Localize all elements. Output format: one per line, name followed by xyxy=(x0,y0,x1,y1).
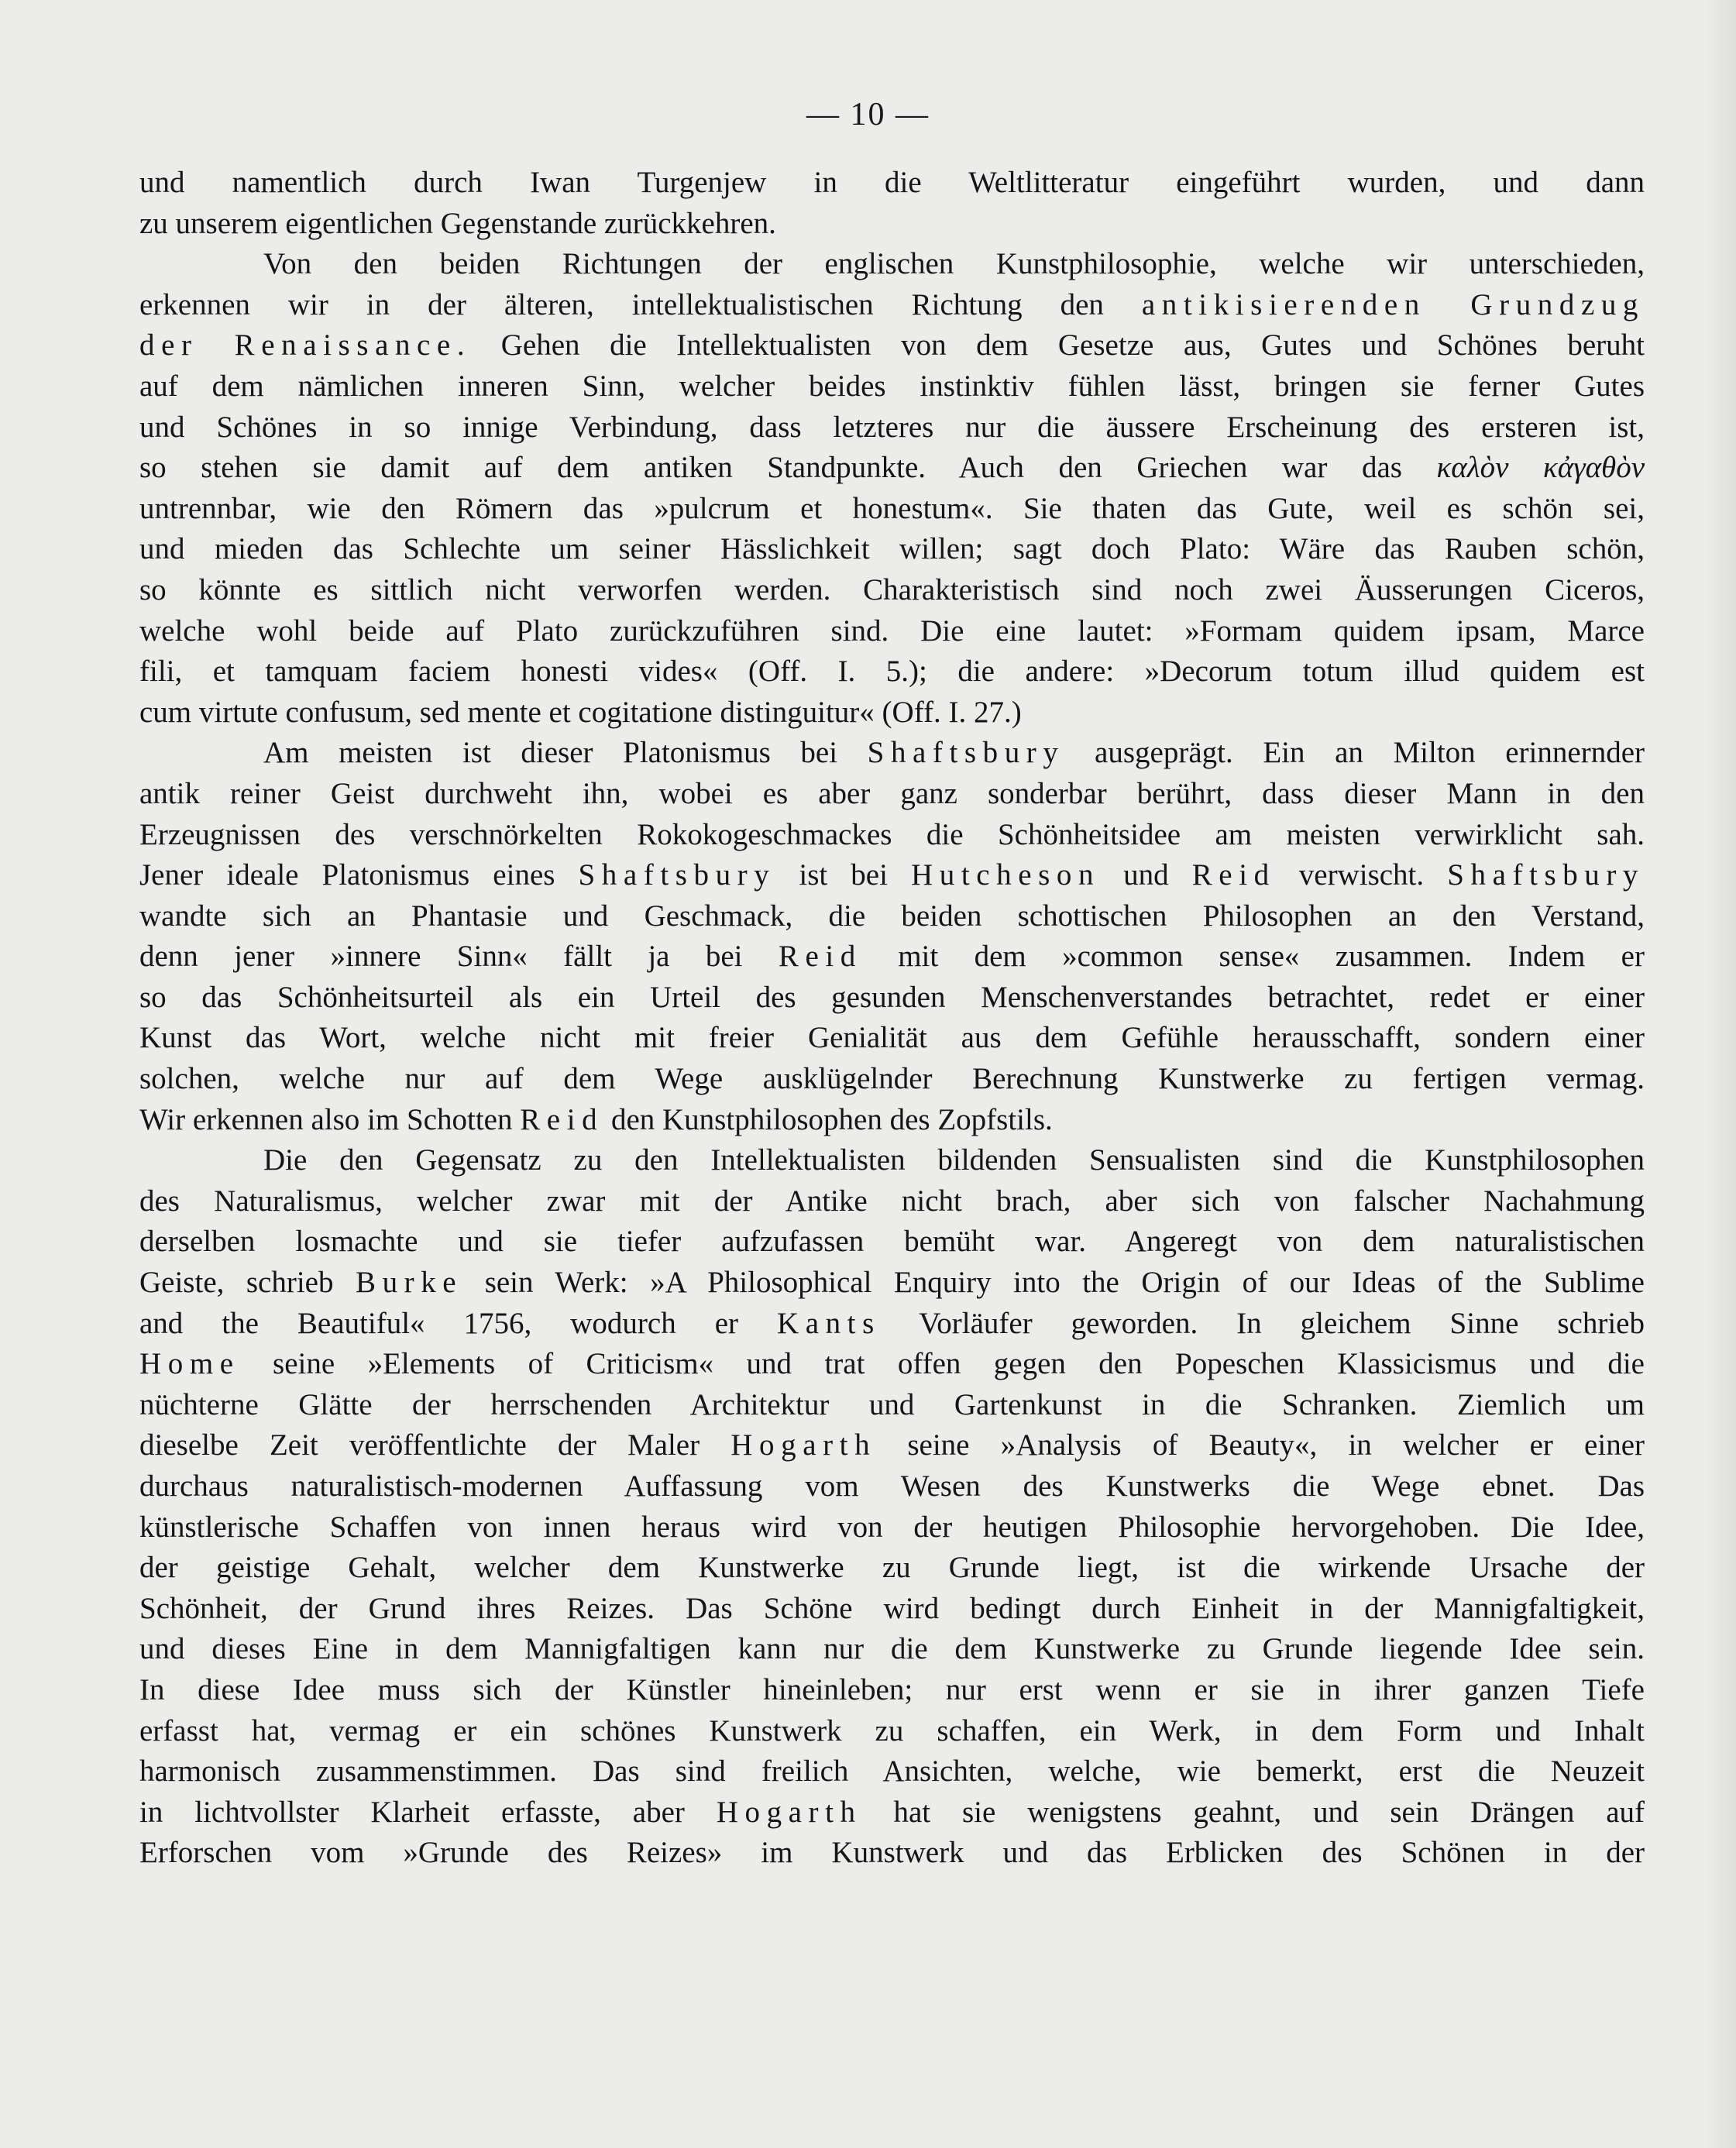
text-segment: In diese Idee muss sich der Künstler hineinleben; nur erst wenn er sie in ihrer ganzen Tiefe xyxy=(139,1672,1645,1706)
text-line xyxy=(139,163,1645,204)
text-line xyxy=(139,204,1645,245)
text-line xyxy=(139,1711,1645,1752)
text-segment: auf dem nämlichen inneren Sinn, welcher beides instinktiv fühlen lässt, bringen sie ferner Gutes xyxy=(139,369,1645,403)
text-segment: nüchterne Glätte der herrschenden Architektur und Gartenkunst in die Schranken. Ziemlich um xyxy=(139,1387,1645,1421)
text-segment: welche wohl beide auf Plato zurückzuführen sind. Die eine lautet: »Formam quidem ipsam, Marce xyxy=(139,613,1645,648)
emphasized-name: Reid xyxy=(778,940,862,974)
text-segment: and the Beautiful« 1756, wodurch er xyxy=(139,1306,777,1340)
text-segment: seine »Analysis of Beauty«, in welcher er einer xyxy=(876,1428,1645,1462)
text-line xyxy=(139,937,1645,978)
text-segment: solchen, welche nur auf dem Wege ausklügelnder Berechnung Kunstwerke zu fertigen vermag. xyxy=(139,1062,1645,1096)
emphasized-name: Hogarth xyxy=(716,1795,862,1829)
text-line xyxy=(139,1792,1645,1834)
text-segment: cum virtute confusum, sed mente et cogitatione distinguitur« (Off. I. 27.) xyxy=(139,695,1022,729)
text-line xyxy=(139,1466,1645,1507)
text-segment: und xyxy=(1100,858,1192,892)
text-segment: hat sie wenigstens geahnt, und sein Drängen auf xyxy=(861,1795,1645,1829)
emphasized-name: Hogarth xyxy=(730,1428,877,1462)
text-segment: den Kunstphilosophen des Zopfstils. xyxy=(603,1102,1053,1136)
text-segment: wandte sich an Phantasie und Geschmack, die beiden schottischen Philosophen an den Verstand, xyxy=(139,899,1645,933)
text-line xyxy=(139,1018,1645,1059)
text-segment: seine »Elements of Criticism« und trat offen gegen den Popeschen Klassicismus und die xyxy=(239,1347,1645,1381)
text-segment: Gehen die Intellektualisten von dem Gesetze aus, Gutes und Schönes beruht xyxy=(471,328,1645,363)
text-line xyxy=(139,407,1645,449)
text-line xyxy=(139,1548,1645,1589)
text-segment: und dieses Eine in dem Mannigfaltigen kann nur die dem Kunstwerke zu Grunde liegende Idee sein. xyxy=(139,1632,1645,1666)
text-line xyxy=(139,285,1645,326)
text-line xyxy=(139,1263,1645,1304)
emphasized-name: Reid xyxy=(520,1102,604,1136)
text-line xyxy=(139,693,1645,734)
emphasized-name: Shaftsbury xyxy=(867,736,1065,770)
text-segment: derselben losmachte und sie tiefer aufzufassen bemüht war. Angeregt von dem naturalistischen xyxy=(139,1225,1645,1259)
text-segment: des Naturalismus, welcher zwar mit der Antike nicht brach, aber sich von falscher Nachahmung xyxy=(139,1184,1645,1218)
text-segment: mit dem »common sense« zusammen. Indem er xyxy=(861,940,1645,974)
text-segment: denn jener »innere Sinn« fällt ja bei xyxy=(139,940,779,974)
text-line xyxy=(139,489,1645,530)
text-line xyxy=(139,1304,1645,1345)
text-segment: Kunst das Wort, welche nicht mit freier Genialität aus dem Gefühle herausschafft, sondern einer xyxy=(139,1021,1645,1055)
text-segment: erkennen wir in der älteren, intellektualistischen Richtung den xyxy=(139,287,1142,321)
text-segment: in lichtvollster Klarheit erfasste, aber xyxy=(139,1795,717,1829)
text-segment: untrennbar, wie den Römern das »pulcrum et honestum«. Sie thaten das Gute, weil es schön sei, xyxy=(139,491,1645,525)
text-segment: Die den Gegensatz zu den Intellektualisten bildenden Sensualisten sind die Kunstphilosophen xyxy=(263,1143,1645,1177)
text-segment: harmonisch zusammenstimmen. Das sind freilich Ansichten, welche, wie bemerkt, erst die Neuzeit xyxy=(139,1754,1645,1789)
emphasized-name: der Renaissance. xyxy=(139,328,472,363)
text-line xyxy=(139,1425,1645,1466)
text-segment: ausgeprägt. Ein an Milton erinnernder xyxy=(1064,736,1645,770)
text-line xyxy=(139,896,1645,937)
text-segment: Erzeugnissen des verschnörkelten Rokokogeschmackes die Schönheitsidee am meisten verwirklicht sah. xyxy=(139,817,1645,851)
text-line xyxy=(139,366,1645,407)
emphasized-name: Home xyxy=(139,1347,240,1381)
text-segment: Von den beiden Richtungen der englischen Kunstphilosophie, welche wir unterschieden, xyxy=(263,247,1645,281)
text-segment: und Schönes in so innige Verbindung, dass letzteres nur die äussere Erscheinung des ersteren ist, xyxy=(139,410,1645,444)
greek-phrase: καλὸν κἀγαθὸν xyxy=(1436,451,1645,485)
text-segment: und namentlich durch Iwan Turgenjew in die Weltlitteratur eingeführt wurden, und dann xyxy=(139,166,1645,199)
text-segment: Wir erkennen also im Schotten xyxy=(139,1102,521,1136)
text-segment: verwischt. xyxy=(1275,858,1448,892)
text-segment: so stehen sie damit auf dem antiken Standpunkte. Auch den Griechen war das xyxy=(139,451,1437,485)
text-segment: zu unserem eigentlichen Gegenstande zurückkehren. xyxy=(139,206,776,240)
text-line xyxy=(139,1222,1645,1263)
text-segment: der geistige Gehalt, welcher dem Kunstwerke zu Grunde liegt, ist die wirkende Ursache der xyxy=(139,1551,1645,1585)
text-line xyxy=(139,1059,1645,1100)
page-edge-shadow xyxy=(1705,0,1736,2148)
text-line xyxy=(139,1140,1645,1181)
emphasized-name: Hutcheson xyxy=(911,858,1101,892)
emphasized-name: Kants xyxy=(776,1306,881,1340)
text-line xyxy=(139,1385,1645,1426)
text-line xyxy=(139,1833,1645,1874)
text-line xyxy=(139,815,1645,856)
text-line xyxy=(139,1100,1645,1141)
text-segment: dieselbe Zeit veröffentlichte der Maler xyxy=(139,1428,731,1462)
text-line xyxy=(139,1181,1645,1222)
text-line xyxy=(139,1629,1645,1670)
emphasized-name: Shaftsbury xyxy=(578,858,776,892)
text-segment: durchaus naturalistisch-modernen Auffassung vom Wesen des Kunstwerks die Wege ebnet. Das xyxy=(139,1469,1645,1503)
text-line xyxy=(139,978,1645,1019)
text-line xyxy=(139,570,1645,611)
text-line xyxy=(139,244,1645,285)
text-segment: Geiste, schrieb xyxy=(139,1266,356,1300)
text-segment: erfasst hat, vermag er ein schönes Kunstwerk zu schaffen, ein Werk, in dem Form und Inhalt xyxy=(139,1713,1645,1748)
text-segment: sein Werk: »A Philosophical Enquiry into the Origin of our Ideas of the Sublime xyxy=(462,1266,1645,1300)
text-segment: antik reiner Geist durchweht ihn, wobei es aber ganz sonderbar berührt, dass dieser Mann in den xyxy=(139,776,1645,810)
text-line xyxy=(139,448,1645,489)
text-line xyxy=(139,774,1645,815)
text-line xyxy=(139,733,1645,774)
text-segment: Schönheit, der Grund ihres Reizes. Das Schöne wird bedingt durch Einheit in der Mannigfaltigkeit, xyxy=(139,1591,1645,1625)
emphasized-name: antikisierenden Grundzug xyxy=(1141,287,1645,321)
text-line xyxy=(139,611,1645,652)
text-segment: so könnte es sittlich nicht verworfen werden. Charakteristisch sind noch zwei Äusserungen Ciceros, xyxy=(139,572,1645,607)
text-segment: ist bei xyxy=(775,858,912,892)
text-line xyxy=(139,529,1645,570)
text-segment: Vorläufer geworden. In gleichem Sinne schrieb xyxy=(880,1306,1645,1340)
text-segment: Am meisten ist dieser Platonismus bei xyxy=(263,736,868,770)
emphasized-name: Burke xyxy=(355,1266,463,1300)
text-segment: fili, et tamquam faciem honesti vides« (Off. I. 5.); die andere: »Decorum totum illud quidem est xyxy=(139,655,1645,689)
text-line xyxy=(139,1751,1645,1792)
emphasized-name: Reid xyxy=(1191,858,1276,892)
text-line xyxy=(139,855,1645,896)
text-line xyxy=(139,325,1645,366)
page-number: — 10 — xyxy=(806,97,930,132)
text-segment: Erforschen vom »Grunde des Reizes» im Kunstwerk und das Erblicken des Schönen in der xyxy=(139,1836,1645,1870)
text-segment: Jener ideale Platonismus eines xyxy=(139,858,579,892)
text-segment: künstlerische Schaffen von innen heraus wird von der heutigen Philosophie hervorgehoben. Die Idee, xyxy=(139,1510,1645,1544)
text-segment: und mieden das Schlechte um seiner Hässlichkeit willen; sagt doch Plato: Wäre das Rauben schön, xyxy=(139,532,1645,566)
text-line xyxy=(139,1507,1645,1548)
text-line xyxy=(139,1344,1645,1385)
body-text xyxy=(139,163,1645,1874)
emphasized-name: Shaftsbury xyxy=(1447,858,1645,892)
text-line xyxy=(139,1670,1645,1711)
text-segment: so das Schönheitsurteil als ein Urteil des gesunden Menschenverstandes betrachtet, redet er einer xyxy=(139,980,1645,1014)
text-line xyxy=(139,651,1645,693)
text-line xyxy=(139,1589,1645,1630)
